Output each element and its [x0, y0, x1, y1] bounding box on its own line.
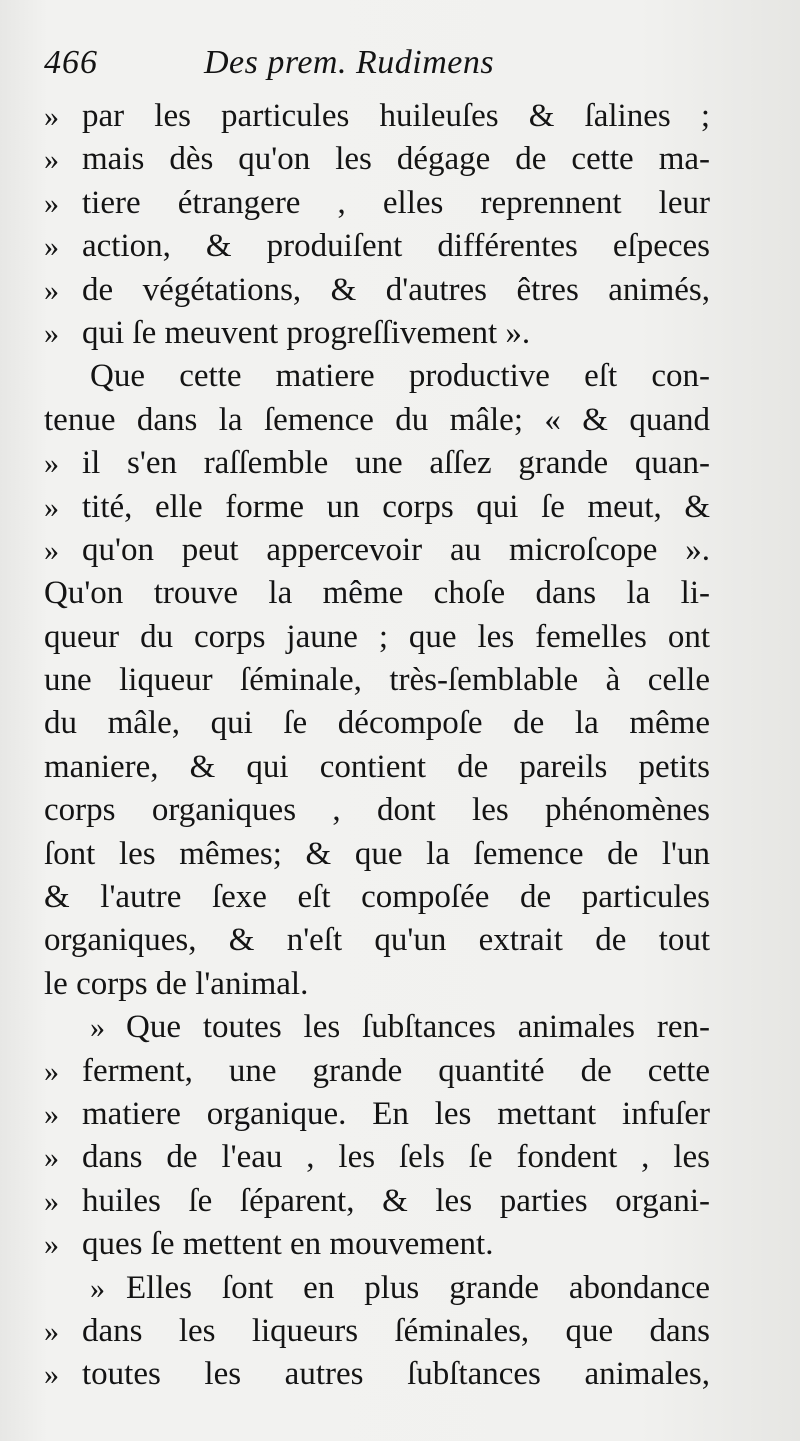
- line-text: Que cette matiere productive eſt con-: [90, 358, 710, 395]
- line-text: toutes les autres ſubſtances animales,: [82, 1356, 710, 1393]
- quote-mark: »: [44, 1184, 59, 1218]
- line-text: il s'en raſſemble une aſſez grande quan-: [82, 445, 710, 482]
- quote-mark: »: [90, 1271, 105, 1305]
- line-text: qu'on peut appercevoir au microſcope ».: [82, 531, 710, 568]
- text-line: [44, 182, 710, 225]
- line-text: ſont les mêmes; & que la ſemence de l'un: [44, 835, 710, 872]
- text-line: [44, 312, 710, 355]
- quote-mark: »: [44, 316, 59, 350]
- page-header: [44, 44, 724, 94]
- quote-mark: »: [44, 447, 59, 481]
- text-line: [44, 1353, 710, 1396]
- text-line: [44, 1050, 710, 1093]
- text-line: [44, 95, 710, 138]
- line-text: ferment, une grande quantité de cette: [82, 1052, 710, 1089]
- line-text: tenue dans la ſemence du mâle; « & quand: [44, 401, 710, 438]
- line-text: & l'autre ſexe eſt compoſée de particules: [44, 879, 710, 916]
- line-text: huiles ſe ſéparent, & les parties organi-: [82, 1182, 710, 1219]
- line-text: par les particules huileuſes & ſalines ;: [82, 98, 710, 134]
- line-text: du mâle, qui ſe décompoſe de la même: [44, 705, 710, 742]
- running-title: Des prem. Rudimens: [204, 44, 495, 81]
- text-line: [44, 659, 710, 702]
- line-text: tité, elle forme un corps qui ſe meut, &: [82, 488, 710, 525]
- quote-mark: »: [44, 273, 59, 307]
- text-line: [44, 919, 710, 962]
- text-line: [44, 746, 710, 789]
- quote-mark: »: [44, 230, 59, 264]
- quote-mark: »: [44, 533, 59, 567]
- quote-mark: »: [44, 186, 59, 220]
- quote-mark: »: [44, 1314, 59, 1348]
- text-line: [44, 269, 710, 312]
- body-text: [44, 95, 710, 1397]
- text-line: [44, 529, 710, 572]
- text-line: [44, 1136, 710, 1179]
- text-line: [44, 1310, 710, 1353]
- line-text: dans les liqueurs ſéminales, que dans: [82, 1312, 710, 1349]
- line-text: ques ſe mettent en mouvement.: [82, 1226, 494, 1263]
- text-line: [44, 486, 710, 529]
- text-line: [44, 399, 710, 442]
- line-text: une liqueur ſéminale, très-ſemblable à celle: [44, 662, 710, 699]
- line-text: Qu'on trouve la même choſe dans la li-: [44, 575, 710, 612]
- paragraph-start-line: [44, 1006, 710, 1049]
- paragraph-start-line: [44, 355, 710, 398]
- line-text: queur du corps jaune ; que les femelles ont: [44, 618, 710, 655]
- quote-mark: »: [44, 143, 59, 177]
- text-line: [44, 572, 710, 615]
- line-text: dans de l'eau , les ſels ſe fondent , les: [82, 1139, 710, 1176]
- quote-mark: »: [44, 1228, 59, 1262]
- text-line: [44, 138, 710, 181]
- line-text: organiques, & n'eſt qu'un extrait de tout: [44, 922, 710, 959]
- line-text: corps organiques , dont les phénomènes: [44, 792, 710, 829]
- quote-mark: »: [44, 1054, 59, 1088]
- text-line: [44, 963, 710, 1006]
- line-text: Elles ſont en plus grande abondance: [126, 1269, 710, 1306]
- text-line: [44, 1093, 710, 1136]
- quote-mark: »: [44, 1141, 59, 1175]
- text-line: [44, 1180, 710, 1223]
- text-line: [44, 833, 710, 876]
- line-text: matiere organique. En les mettant infuſer: [82, 1095, 710, 1132]
- quote-mark: »: [44, 1097, 59, 1131]
- line-text: le corps de l'animal.: [44, 965, 309, 1002]
- line-text: action, & produiſent différentes eſpeces: [82, 228, 710, 265]
- quote-mark: »: [44, 490, 59, 524]
- text-line: [44, 442, 710, 485]
- quote-mark: »: [44, 1358, 59, 1392]
- text-line: [44, 1223, 710, 1266]
- quote-mark: »: [44, 100, 59, 133]
- text-line: [44, 876, 710, 919]
- line-text: tiere étrangere , elles reprennent leur: [82, 184, 710, 221]
- quote-mark: »: [90, 1011, 105, 1045]
- text-line: [44, 702, 710, 745]
- page-number: 466: [44, 44, 98, 81]
- line-text: maniere, & qui contient de pareils petits: [44, 748, 710, 785]
- text-line: [44, 225, 710, 268]
- text-line: [44, 616, 710, 659]
- line-text: qui ſe meuvent progreſſivement ».: [82, 314, 531, 351]
- paragraph-start-line: [44, 1267, 710, 1310]
- text-line: [44, 789, 710, 832]
- line-text: de végétations, & d'autres êtres animés,: [82, 271, 710, 308]
- line-text: mais dès qu'on les dégage de cette ma-: [82, 141, 710, 178]
- line-text: Que toutes les ſubſtances animales ren-: [126, 1009, 710, 1046]
